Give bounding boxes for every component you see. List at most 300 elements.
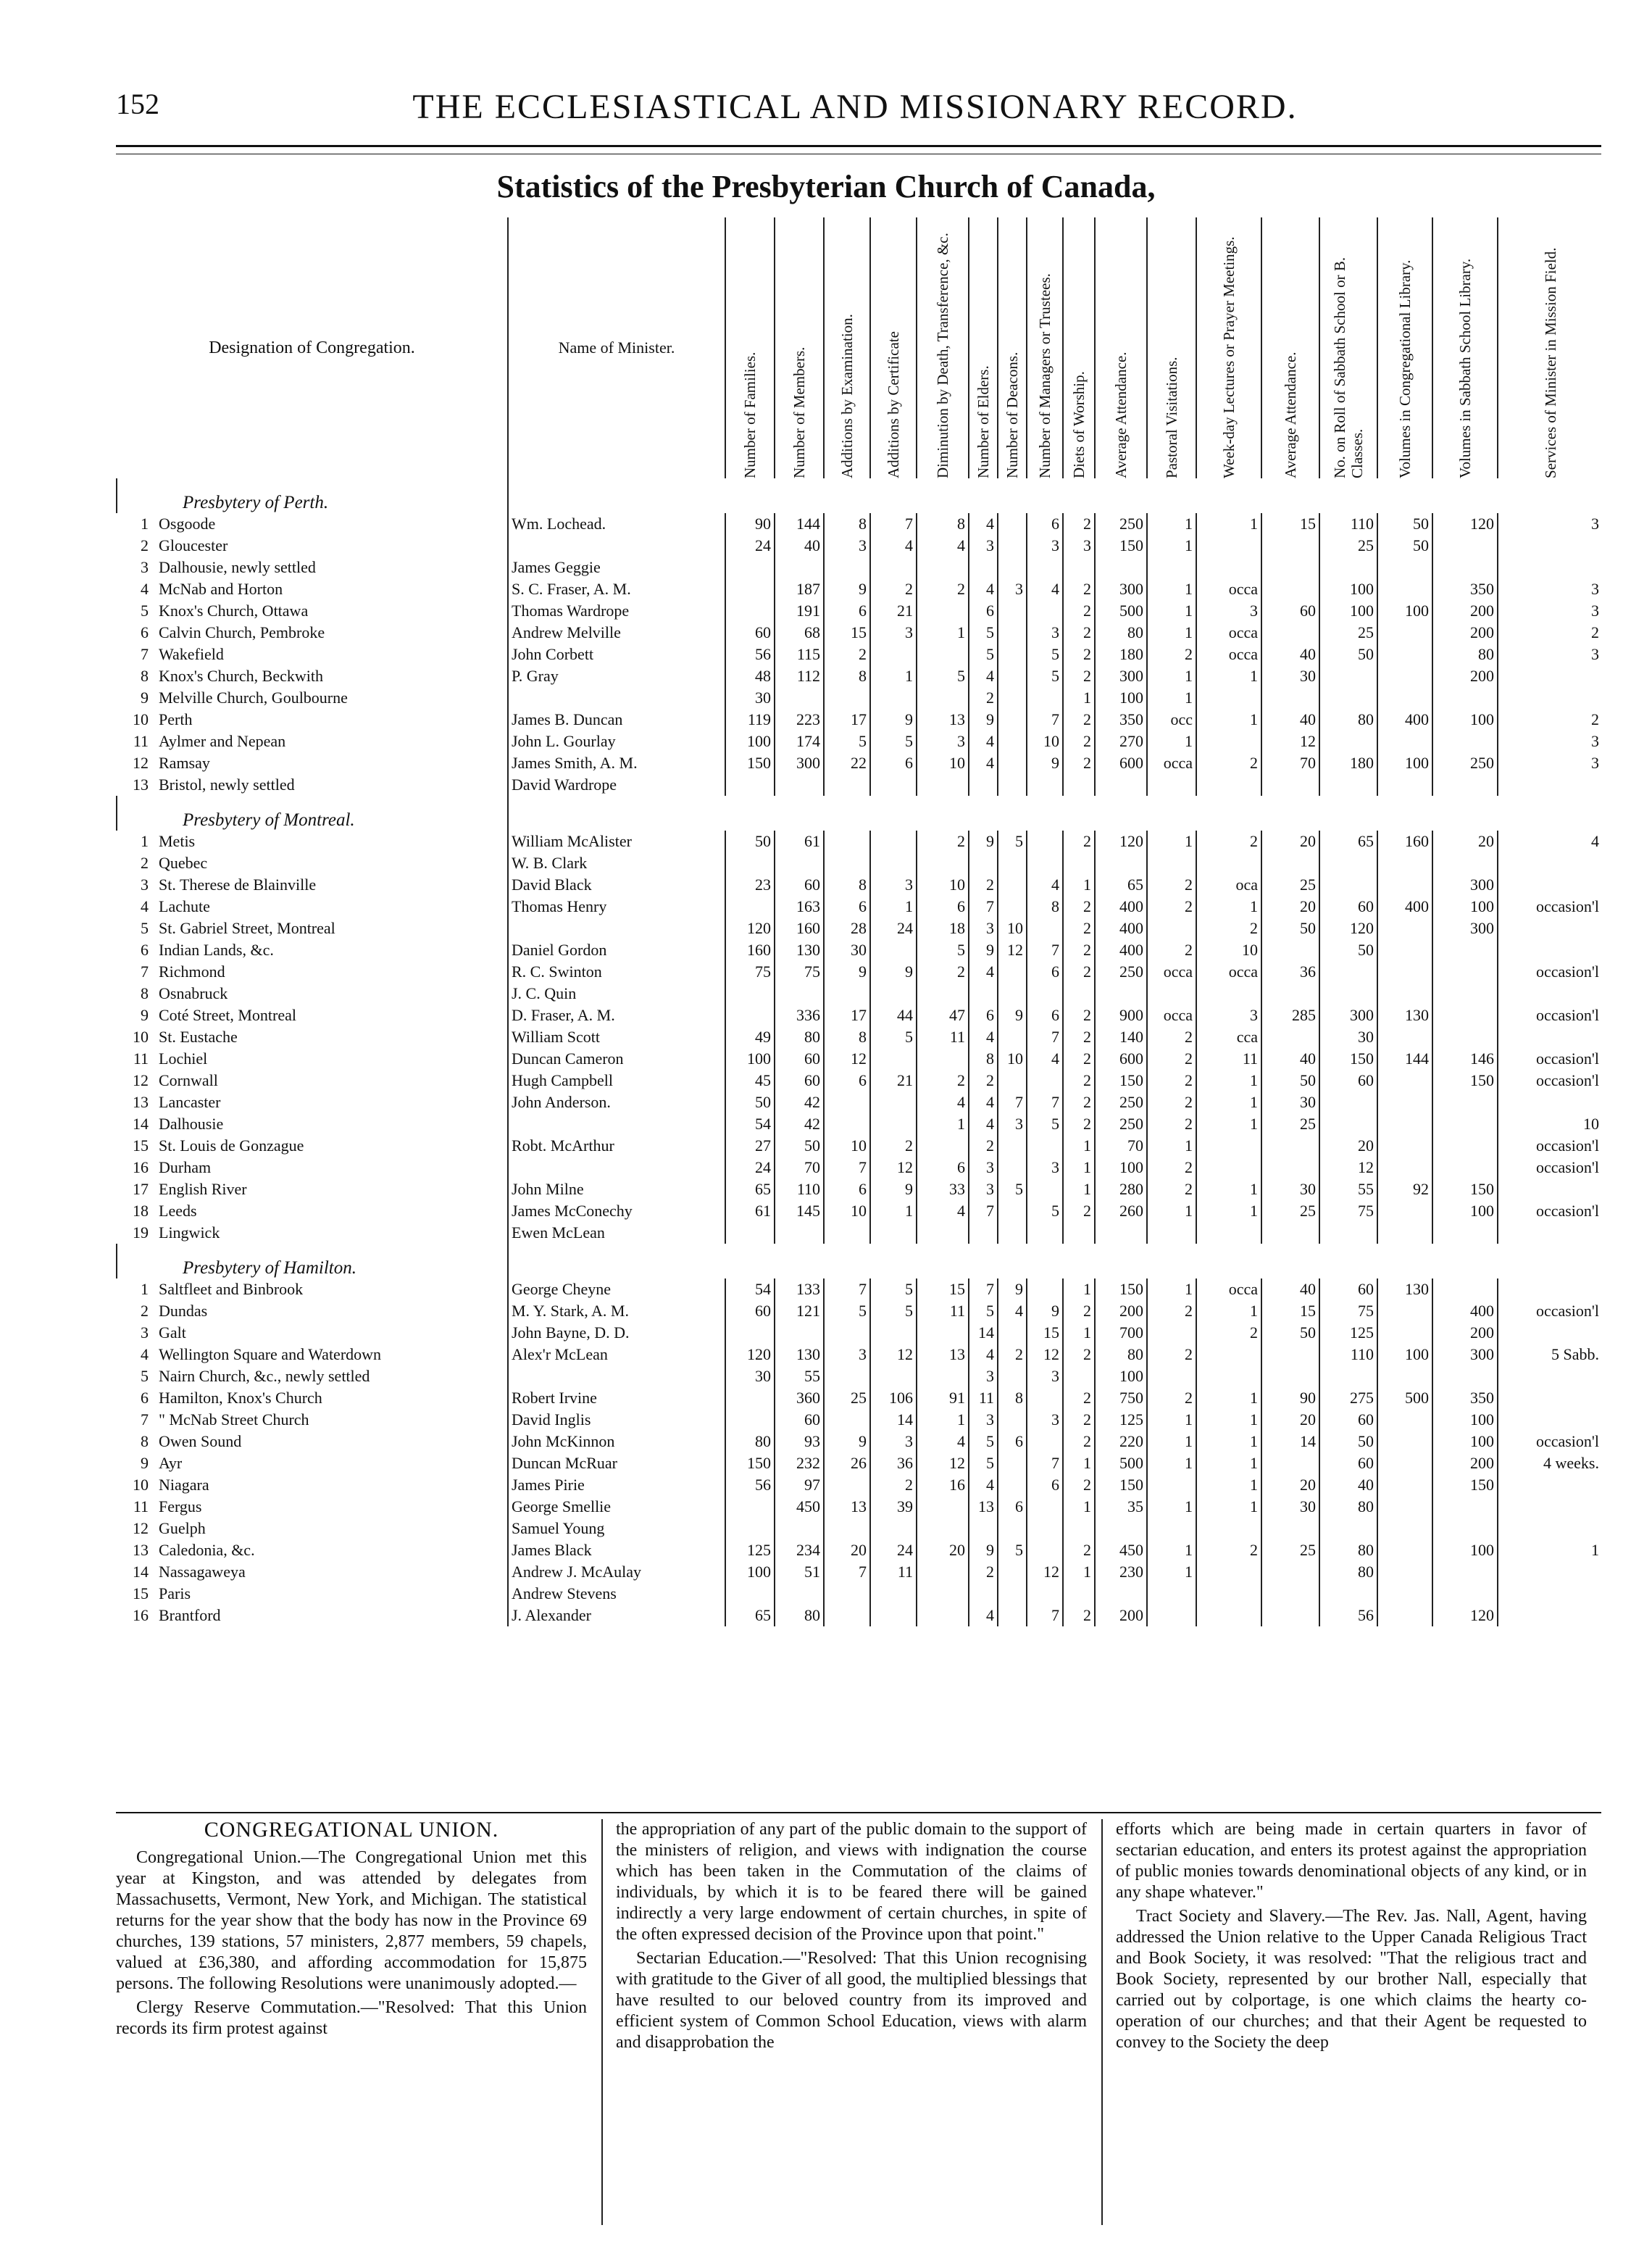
stat-cell <box>1196 1561 1261 1583</box>
row-number: 9 <box>141 689 149 707</box>
stat-cell: 1 <box>870 665 917 687</box>
row-number: 18 <box>133 1202 149 1220</box>
stat-cell: 450 <box>1095 1539 1147 1561</box>
stat-cell: 7 <box>1027 709 1063 731</box>
stat-cell: 40 <box>1261 1278 1319 1300</box>
stat-cell <box>969 1583 998 1605</box>
congregation-cell <box>117 918 508 939</box>
stat-cell <box>1147 1222 1196 1244</box>
stat-cell: 2 <box>969 687 998 709</box>
stat-cell: 3 <box>969 1365 998 1387</box>
stat-cell: 2 <box>1063 622 1095 644</box>
stat-cell <box>870 1605 917 1626</box>
stat-cell: 270 <box>1095 731 1147 752</box>
minister-name: Andrew Stevens <box>508 1583 725 1605</box>
stat-cell: 2 <box>969 1561 998 1583</box>
stat-cell: 1 <box>917 1409 969 1431</box>
stat-cell: 45 <box>725 1070 775 1092</box>
stat-cell: 1 <box>1147 665 1196 687</box>
stat-cell: 15 <box>1261 513 1319 535</box>
stat-cell: 350 <box>1095 709 1147 731</box>
stat-cell: 4 <box>969 578 998 600</box>
stat-cell: 275 <box>1319 1387 1377 1409</box>
col-header-stat <box>725 217 775 478</box>
stat-cell <box>917 1322 969 1344</box>
stat-cell <box>1147 774 1196 796</box>
stat-cell: 1 <box>1147 1409 1196 1431</box>
stat-cell <box>1261 1452 1319 1474</box>
stat-cell <box>998 1322 1027 1344</box>
stat-cell: 60 <box>775 874 824 896</box>
stat-cell: occasion'l <box>1498 1005 1602 1026</box>
table-row <box>117 983 1602 1005</box>
stat-cell <box>1063 774 1095 796</box>
stat-cell: occa <box>1147 961 1196 983</box>
stat-cell: 6 <box>917 896 969 918</box>
stat-cell <box>1147 557 1196 578</box>
stat-cell: occ <box>1147 709 1196 731</box>
stat-cell <box>1377 852 1432 874</box>
stat-cell: 15 <box>1027 1322 1063 1344</box>
stat-cell: 10 <box>824 1200 870 1222</box>
stat-cell <box>917 687 969 709</box>
article-heading: CONGREGATIONAL UNION. <box>204 1818 499 1842</box>
stat-cell: 5 <box>969 1300 998 1322</box>
minister-name: John L. Gourlay <box>508 731 725 752</box>
stat-cell: 80 <box>1095 622 1147 644</box>
col-header-label: Services of Minister in Mission Field. <box>1541 247 1559 478</box>
stat-cell: 40 <box>1261 1048 1319 1070</box>
congregation-name: Bristol, newly settled <box>159 776 295 794</box>
congregation-name: Melville Church, Goulbourne <box>159 689 348 707</box>
row-number: 15 <box>133 1584 149 1602</box>
stat-cell: 20 <box>1261 896 1319 918</box>
stat-cell: 22 <box>824 752 870 774</box>
stat-cell: 6 <box>1027 961 1063 983</box>
row-number: 19 <box>133 1223 149 1242</box>
row-number: 1 <box>141 1280 149 1298</box>
congregation-name: " McNab Street Church <box>159 1410 309 1429</box>
stat-cell: 7 <box>969 1278 998 1300</box>
stat-cell: 6 <box>969 1005 998 1026</box>
table-row <box>117 1583 1602 1605</box>
stat-cell <box>1027 1135 1063 1157</box>
table-row <box>117 831 1602 852</box>
congregation-cell <box>117 961 508 983</box>
stat-cell: 4 <box>969 961 998 983</box>
stat-cell <box>917 1365 969 1387</box>
congregation-cell <box>117 1344 508 1365</box>
stat-cell <box>1147 1518 1196 1539</box>
stat-cell <box>870 557 917 578</box>
stat-cell: 7 <box>1027 1092 1063 1113</box>
stat-cell: 60 <box>725 622 775 644</box>
stat-cell <box>870 983 917 1005</box>
congregation-cell <box>117 1157 508 1178</box>
stat-cell: 11 <box>917 1026 969 1048</box>
stat-cell: 100 <box>1319 600 1377 622</box>
stat-cell <box>1261 557 1319 578</box>
stat-cell: 3 <box>870 622 917 644</box>
stat-cell: 3 <box>870 874 917 896</box>
stat-cell: 400 <box>1432 1300 1498 1322</box>
stat-cell: 500 <box>1377 1387 1432 1409</box>
stat-cell <box>725 1322 775 1344</box>
articles-section <box>116 1819 1601 2225</box>
stat-cell <box>870 852 917 874</box>
stat-cell <box>969 1222 998 1244</box>
stat-cell: 125 <box>1319 1322 1377 1344</box>
stat-cell: occasion'l <box>1498 1157 1602 1178</box>
stat-cell: 60 <box>1319 1278 1377 1300</box>
stat-cell: 75 <box>1319 1300 1377 1322</box>
stat-cell <box>998 1157 1027 1178</box>
stat-cell <box>824 831 870 852</box>
stat-cell: 191 <box>775 600 824 622</box>
minister-name: James Geggie <box>508 557 725 578</box>
stat-cell: 4 <box>969 513 998 535</box>
stat-cell: 100 <box>1432 1409 1498 1431</box>
stat-cell: 125 <box>1095 1409 1147 1431</box>
congregation-cell <box>117 1561 508 1583</box>
stat-cell: 6 <box>917 1157 969 1178</box>
stat-cell: 92 <box>1377 1178 1432 1200</box>
stat-cell: cca <box>1196 1026 1261 1048</box>
stat-cell <box>1261 578 1319 600</box>
stat-cell: 1 <box>1196 1409 1261 1431</box>
stat-cell: 187 <box>775 578 824 600</box>
stat-cell: 2 <box>1063 1431 1095 1452</box>
stat-cell: 11 <box>969 1387 998 1409</box>
stat-cell <box>917 983 969 1005</box>
stat-cell: 1 <box>1063 874 1095 896</box>
stat-cell: 100 <box>1432 896 1498 918</box>
row-number: 17 <box>133 1180 149 1198</box>
congregation-cell <box>117 1092 508 1113</box>
congregation-cell <box>117 1278 508 1300</box>
stat-cell <box>870 1322 917 1344</box>
stat-cell <box>1377 1583 1432 1605</box>
stat-cell: 1 <box>1147 1496 1196 1518</box>
stat-cell: 36 <box>1261 961 1319 983</box>
stat-cell: 1 <box>1196 1474 1261 1496</box>
stat-cell: 5 <box>998 1539 1027 1561</box>
stat-cell <box>1498 1474 1602 1496</box>
article-paragraph: the appropriation of any part of the public domain to the support of the ministers of religion, and views with indignation the course which has been taken in the Commutation of the claims of individuals, by which it is to be feared there will be gained indirectly a very large endowment of certain churches, in spite of the often expressed decision of the Province upon that point." <box>616 1820 1087 1944</box>
stat-cell: 150 <box>1432 1178 1498 1200</box>
minister-name: David Wardrope <box>508 774 725 796</box>
table-row <box>117 665 1602 687</box>
col-header-stat <box>824 217 870 478</box>
stat-cell: 2 <box>1063 600 1095 622</box>
stat-cell: 8 <box>824 1026 870 1048</box>
stat-cell: 9 <box>824 961 870 983</box>
table-row <box>117 1178 1602 1200</box>
stat-cell: 50 <box>725 831 775 852</box>
stat-cell: 150 <box>1095 535 1147 557</box>
stat-cell: 50 <box>1261 918 1319 939</box>
stat-cell: 5 <box>1027 1113 1063 1135</box>
row-number: 7 <box>141 645 149 663</box>
stat-cell: 2 <box>1147 1300 1196 1322</box>
stat-cell <box>1027 1070 1063 1092</box>
stat-cell: 1 <box>1196 1070 1261 1092</box>
stat-cell: 150 <box>725 1452 775 1474</box>
minister-name: Thomas Henry <box>508 896 725 918</box>
stat-cell <box>1319 852 1377 874</box>
stat-cell: 70 <box>1095 1135 1147 1157</box>
row-number: 5 <box>141 919 149 937</box>
stat-cell: 1 <box>1147 831 1196 852</box>
stat-cell: 1 <box>1196 665 1261 687</box>
stat-cell: 2 <box>917 831 969 852</box>
minister-name: M. Y. Stark, A. M. <box>508 1300 725 1322</box>
stat-cell: 90 <box>1261 1387 1319 1409</box>
stat-cell <box>1432 1278 1498 1300</box>
stat-cell: 2 <box>1196 1322 1261 1344</box>
congregation-cell <box>117 622 508 644</box>
stat-cell <box>1432 939 1498 961</box>
stat-cell: 20 <box>1261 831 1319 852</box>
stat-cell <box>998 1452 1027 1474</box>
stat-cell <box>870 1365 917 1387</box>
stat-cell: 4 weeks. <box>1498 1452 1602 1474</box>
table-row <box>117 1005 1602 1026</box>
stat-cell: 93 <box>775 1431 824 1452</box>
row-number: 4 <box>141 897 149 915</box>
stat-cell: 5 <box>969 622 998 644</box>
stat-cell <box>1377 961 1432 983</box>
minister-name: Robert Irvine <box>508 1387 725 1409</box>
stat-cell: 1 <box>1147 513 1196 535</box>
stat-cell: 2 <box>1063 1113 1095 1135</box>
minister-name: James Smith, A. M. <box>508 752 725 774</box>
stat-cell: 12 <box>917 1452 969 1474</box>
stat-cell <box>1498 1365 1602 1387</box>
col-header-label: Volumes in Congregational Library. <box>1396 259 1414 478</box>
minister-name: Duncan McRuar <box>508 1452 725 1474</box>
congregation-name: Calvin Church, Pembroke <box>159 623 325 641</box>
stat-cell <box>1095 1222 1147 1244</box>
stat-cell: 1 <box>1063 1278 1095 1300</box>
stat-cell: 3 <box>969 918 998 939</box>
presbytery-name: Presbytery of Montreal. <box>117 796 508 831</box>
stat-cell: 232 <box>775 1452 824 1474</box>
stat-cell: 2 <box>1063 513 1095 535</box>
stat-cell: 400 <box>1095 918 1147 939</box>
stat-cell: 6 <box>998 1431 1027 1452</box>
stat-cell <box>1319 687 1377 709</box>
stat-cell: 60 <box>725 1300 775 1322</box>
stat-cell: 3 <box>1027 622 1063 644</box>
stat-cell: 42 <box>775 1092 824 1113</box>
stat-cell: 130 <box>1377 1005 1432 1026</box>
stat-cell <box>1261 1518 1319 1539</box>
stat-cell: 7 <box>1027 939 1063 961</box>
stat-cell: 24 <box>870 1539 917 1561</box>
stat-cell: 2 <box>1063 578 1095 600</box>
statistics-table <box>116 217 1602 1626</box>
stat-cell: 200 <box>1432 622 1498 644</box>
stat-cell: 2 <box>1063 939 1095 961</box>
stat-cell <box>1319 731 1377 752</box>
stat-cell: 250 <box>1095 513 1147 535</box>
congregation-name: Metis <box>159 832 196 850</box>
section-spacer <box>508 1244 1602 1278</box>
stat-cell: 300 <box>1432 874 1498 896</box>
stat-cell: 80 <box>1432 644 1498 665</box>
stat-cell: 8 <box>969 1048 998 1070</box>
stat-cell: 400 <box>1377 709 1432 731</box>
congregation-name: Owen Sound <box>159 1432 242 1450</box>
stat-cell: 4 <box>969 1113 998 1135</box>
stat-cell <box>998 731 1027 752</box>
stat-cell: 2 <box>969 1135 998 1157</box>
stat-cell: 6 <box>1027 1474 1063 1496</box>
stat-cell: 9 <box>824 578 870 600</box>
stat-cell <box>998 1474 1027 1496</box>
stat-cell: 150 <box>1095 1070 1147 1092</box>
congregation-name: Indian Lands, &c. <box>159 941 274 959</box>
stat-cell: 60 <box>775 1070 824 1092</box>
stat-cell <box>1063 1222 1095 1244</box>
stat-cell: 1 <box>1147 1431 1196 1452</box>
stat-cell <box>969 557 998 578</box>
stat-cell: occa <box>1196 578 1261 600</box>
congregation-cell <box>117 1026 508 1048</box>
stat-cell: 80 <box>775 1026 824 1048</box>
stat-cell <box>1027 687 1063 709</box>
congregation-name: St. Louis de Gonzague <box>159 1136 304 1155</box>
stat-cell <box>1377 1070 1432 1092</box>
row-number: 2 <box>141 536 149 554</box>
stat-cell: 600 <box>1095 1048 1147 1070</box>
congregation-name: Aylmer and Nepean <box>159 732 286 750</box>
stat-cell <box>1377 1092 1432 1113</box>
congregation-name: Paris <box>159 1584 191 1602</box>
stat-cell: 4 <box>969 731 998 752</box>
congregation-name: Guelph <box>159 1519 206 1537</box>
stat-cell: 80 <box>1095 1344 1147 1365</box>
stat-cell <box>775 774 824 796</box>
stat-cell: 50 <box>1377 535 1432 557</box>
stat-cell: 2 <box>1196 831 1261 852</box>
row-number: 9 <box>141 1454 149 1472</box>
stat-cell: 2 <box>1147 874 1196 896</box>
stat-cell: 5 <box>870 1300 917 1322</box>
stat-cell: 4 <box>969 1474 998 1496</box>
row-number: 10 <box>133 1028 149 1046</box>
stat-cell: 6 <box>824 1070 870 1092</box>
stat-cell: 180 <box>1095 644 1147 665</box>
row-number: 7 <box>141 1410 149 1429</box>
stat-cell <box>870 774 917 796</box>
stat-cell <box>775 1222 824 1244</box>
stat-cell: 2 <box>1063 665 1095 687</box>
stat-cell <box>1319 1092 1377 1113</box>
stat-cell: 14 <box>870 1409 917 1431</box>
stat-cell: 145 <box>775 1200 824 1222</box>
stat-cell: 600 <box>1095 752 1147 774</box>
stat-cell: 12 <box>870 1157 917 1178</box>
stat-cell: oca <box>1196 874 1261 896</box>
stat-cell: 200 <box>1432 1322 1498 1344</box>
col-header-label: Diminution by Death, Transference, &c. <box>934 233 951 478</box>
stat-cell: 20 <box>1432 831 1498 852</box>
congregation-name: Gloucester <box>159 536 228 554</box>
stat-cell: 5 <box>870 731 917 752</box>
stat-cell: 12 <box>1261 731 1319 752</box>
stat-cell <box>1377 1222 1432 1244</box>
minister-name: P. Gray <box>508 665 725 687</box>
stat-cell <box>1377 687 1432 709</box>
table-row <box>117 1409 1602 1431</box>
congregation-cell <box>117 1583 508 1605</box>
stat-cell: 130 <box>775 939 824 961</box>
row-number: 6 <box>141 1389 149 1407</box>
stat-cell: 4 <box>969 1026 998 1048</box>
stat-cell <box>1432 535 1498 557</box>
stat-cell <box>1377 578 1432 600</box>
stat-cell <box>1377 1026 1432 1048</box>
stat-cell <box>1498 1178 1602 1200</box>
congregation-cell <box>117 1322 508 1344</box>
col-header-label: Number of Deacons. <box>1004 352 1021 478</box>
stat-cell <box>1261 1135 1319 1157</box>
stat-cell: 1 <box>917 1113 969 1135</box>
row-number: 15 <box>133 1136 149 1155</box>
stat-cell: 9 <box>998 1005 1027 1026</box>
stat-cell: 9 <box>824 1431 870 1452</box>
row-number: 11 <box>133 1049 149 1068</box>
minister-name: James McConechy <box>508 1200 725 1222</box>
congregation-name: Lochiel <box>159 1049 208 1068</box>
stat-cell: 2 <box>824 644 870 665</box>
stat-cell: 3 <box>1498 752 1602 774</box>
stat-cell: 100 <box>1432 1431 1498 1452</box>
stat-cell <box>824 1605 870 1626</box>
table-row <box>117 918 1602 939</box>
stat-cell: 1 <box>1147 600 1196 622</box>
stat-cell: 100 <box>1377 1344 1432 1365</box>
stat-cell <box>824 1113 870 1135</box>
congregation-name: Nairn Church, &c., newly settled <box>159 1367 370 1385</box>
col-header-minister: Name of Minister. <box>508 217 725 478</box>
stat-cell: 110 <box>1319 513 1377 535</box>
stat-cell <box>1432 1157 1498 1178</box>
minister-name: John Corbett <box>508 644 725 665</box>
stat-cell: 234 <box>775 1539 824 1561</box>
stat-cell <box>1261 1365 1319 1387</box>
stat-cell <box>1319 1583 1377 1605</box>
stat-cell <box>1432 983 1498 1005</box>
stat-cell: 133 <box>775 1278 824 1300</box>
stat-cell <box>1432 687 1498 709</box>
stat-cell: 2 <box>1063 1300 1095 1322</box>
stat-cell: 1 <box>1196 1200 1261 1222</box>
stat-cell: occasion'l <box>1498 1048 1602 1070</box>
stat-cell: 163 <box>775 896 824 918</box>
stat-cell: 5 Sabb. <box>1498 1344 1602 1365</box>
congregation-name: Dalhousie <box>159 1115 224 1133</box>
row-number: 1 <box>141 515 149 533</box>
stat-cell <box>998 1135 1027 1157</box>
minister-name: Ewen McLean <box>508 1222 725 1244</box>
stat-cell: 47 <box>917 1005 969 1026</box>
stat-cell <box>775 852 824 874</box>
stat-cell: 2 <box>998 1344 1027 1365</box>
stat-cell: 2 <box>1063 1026 1095 1048</box>
